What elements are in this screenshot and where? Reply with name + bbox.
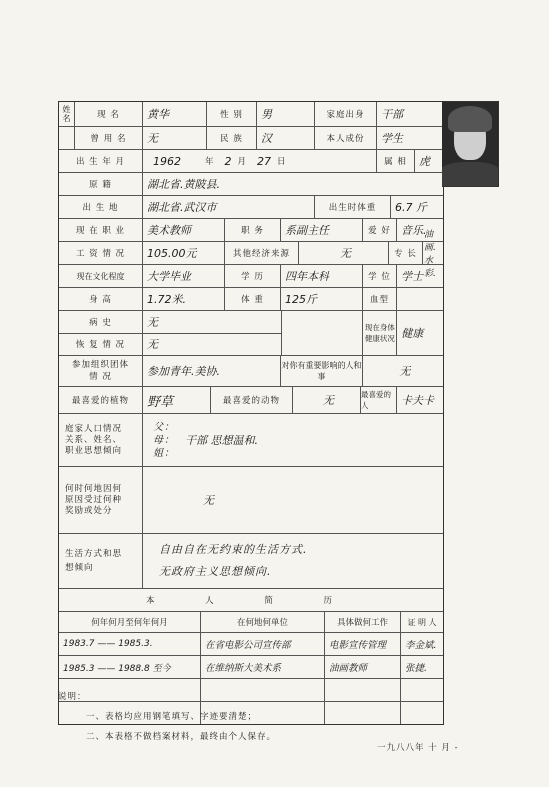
ethnicity-label: 民 族	[207, 127, 257, 149]
resume-period: 1985.3 —— 1988.8 至今	[59, 656, 201, 678]
organization-label	[59, 356, 143, 386]
native-place-label: 原 籍	[59, 173, 143, 195]
row-lifestyle	[59, 534, 443, 589]
person-value: 卡夫卡	[401, 394, 434, 407]
name-label: 现 名	[75, 102, 143, 126]
resume-header-work: 具体做何工作	[325, 612, 401, 632]
row-education	[59, 265, 443, 288]
photo-shoulders	[442, 162, 499, 187]
native-place-value: 湖北省.黄陂县.	[147, 178, 220, 191]
day-char: 日	[277, 157, 287, 167]
degree-study-value: 四年本科	[281, 265, 363, 287]
animal-label: 最喜爱的动物	[211, 387, 293, 413]
hobby-label: 爱 好	[363, 219, 397, 241]
degree-study-label: 学 历	[225, 265, 281, 287]
blood-type-value	[397, 288, 443, 310]
personal-status-label: 本人成份	[315, 127, 377, 149]
row-medical	[59, 311, 443, 356]
row-resume-title	[59, 589, 443, 612]
form-notes	[58, 687, 276, 747]
birth-weight-value: 6.7 斤	[395, 201, 427, 214]
resume-empty-cell	[401, 702, 443, 724]
family-value	[143, 414, 443, 466]
birth-date-value	[143, 150, 377, 172]
birthplace-value: 湖北省.武汉市	[143, 196, 315, 218]
resume-header-witness: 证 明 人	[407, 617, 437, 627]
salary-label: 工 资 情 况	[59, 242, 143, 264]
month-char: 月	[237, 157, 248, 167]
year-char: 年	[205, 157, 215, 167]
notes-item-2: 二、本表格不做档案材料，最终由个人保存。	[86, 732, 277, 742]
position-label: 职 务	[225, 219, 281, 241]
photo-hair	[448, 106, 492, 132]
zodiac-label: 属 相	[377, 150, 415, 172]
position-value: 系副主任	[281, 219, 363, 241]
row-height	[59, 288, 443, 311]
recovery-label: 恢 复 情 况	[59, 334, 143, 356]
degree-value: 学士	[401, 270, 423, 283]
organization-label-1: 参加组织团体	[71, 360, 129, 370]
row-awards	[59, 467, 443, 534]
family-label	[59, 414, 143, 466]
illness-label: 病 史	[59, 311, 143, 333]
influential-label: 对你有重要影响的人和事	[281, 356, 363, 386]
resume-header-place: 在何地何单位	[201, 612, 325, 632]
hobby-value: 音乐.	[401, 224, 427, 237]
family-origin-value: 干部	[381, 108, 403, 121]
row-favourites	[59, 387, 443, 414]
row-former-name	[59, 127, 443, 150]
row-birthplace	[59, 196, 443, 219]
education-level-value: 大学毕业	[143, 265, 225, 287]
weight-label: 体 重	[225, 288, 281, 310]
medical-left	[59, 311, 282, 355]
occupation-label: 现 在 职 业	[59, 219, 143, 241]
gender-label: 性 别	[207, 102, 257, 126]
lifestyle-value-1: 自由自在无约束的生活方式.	[159, 543, 308, 556]
resume-place: 在维纳斯大美术系	[201, 656, 325, 678]
row-resume-headers	[59, 612, 443, 633]
resume-row	[59, 656, 443, 679]
name-value: 黄华	[143, 102, 207, 126]
salary-value: 105.00元	[143, 242, 225, 264]
occupation-value: 美术教师	[143, 219, 225, 241]
awards-label-1: 何时何地因何	[65, 483, 123, 494]
former-name-label: 曾 用 名	[75, 127, 143, 149]
birth-date-label: 出 生 年 月	[59, 150, 143, 172]
family-value-mother: 母：	[153, 434, 175, 446]
birth-year: 1962	[153, 154, 181, 168]
birth-month: 2	[224, 154, 232, 168]
birthplace-label: 出 生 地	[59, 196, 143, 218]
resume-witness: 张捷.	[405, 663, 428, 674]
organization-label-2: 情 况	[89, 372, 112, 382]
row-family	[59, 414, 443, 467]
resume-row	[59, 633, 443, 656]
former-name-value: 无	[143, 127, 207, 149]
family-label-1: 庭家人口情况	[65, 423, 123, 434]
resume-place: 在省电影公司宣传部	[201, 633, 325, 655]
lifestyle-label	[59, 534, 143, 588]
row-organization	[59, 356, 443, 387]
name-group-label: 姓名	[62, 105, 71, 123]
other-income-value: 无	[299, 242, 389, 264]
family-label-2: 关系、姓名、	[65, 434, 123, 445]
family-label-3: 职业思想倾向	[65, 445, 123, 456]
lifestyle-value-2: 无政府主义思想倾向.	[159, 565, 272, 578]
row-occupation	[59, 219, 443, 242]
family-value-father: 父：	[153, 421, 175, 433]
lifestyle-value	[143, 534, 443, 588]
education-level-label: 现在文化程度	[59, 265, 143, 287]
family-origin-label: 家庭出身	[315, 102, 377, 126]
form-date: 一九八八年 十 月 -	[377, 743, 459, 753]
row-recovery	[59, 334, 281, 356]
name-group-spacer	[59, 127, 75, 149]
resume-witness: 李金斌.	[405, 640, 437, 651]
resume-empty-cell	[325, 679, 401, 701]
recovery-value: 无	[147, 338, 158, 352]
birth-weight-label: 出生时体重	[315, 196, 391, 218]
name-group-cell	[59, 102, 75, 126]
lifestyle-label-2: 想倾向	[65, 563, 94, 573]
family-value-sister: 姐：	[153, 447, 175, 459]
family-members	[153, 421, 175, 460]
specialty-label: 专 长	[389, 242, 423, 264]
degree-label: 学 位	[363, 265, 397, 287]
personal-status-value: 学生	[381, 132, 403, 145]
gender-value: 男	[257, 102, 315, 126]
row-illness	[59, 311, 281, 334]
resume-work: 电影宣传管理	[325, 633, 401, 655]
resume-empty-cell	[325, 702, 401, 724]
health-value: 健康	[401, 327, 424, 340]
medical-spacer	[282, 311, 363, 355]
resume-header-period: 何年何月至何年何月	[59, 612, 201, 632]
family-value-main: 干部 思想温和.	[185, 434, 258, 447]
notes-item-1: 一、表格均应用钢笔填写、字迹要清楚；	[86, 712, 258, 722]
blood-type-label: 血型	[363, 288, 397, 310]
plant-value: 野草	[143, 387, 211, 413]
personal-info-form	[58, 101, 444, 725]
illness-value: 无	[147, 315, 158, 329]
resume-period: 1983.7 —— 1985.3.	[59, 633, 201, 655]
weight-value: 125斤	[281, 288, 363, 310]
birth-day: 27	[257, 154, 272, 168]
organization-value: 参加青年.美协.	[143, 356, 281, 386]
influential-value: 无	[399, 365, 411, 378]
row-name	[59, 102, 443, 127]
animal-value: 无	[293, 387, 361, 413]
ethnicity-value: 汉	[257, 127, 315, 149]
specialty-value: 油画.水彩.	[424, 230, 436, 279]
portrait-photo	[442, 101, 499, 187]
awards-value: 无	[203, 494, 214, 507]
awards-label	[59, 467, 143, 533]
notes-title: 说明：	[58, 692, 87, 702]
person-label: 最喜爱的人	[361, 387, 397, 413]
health-label: 现在身体健康状况	[363, 311, 397, 355]
height-label: 身 高	[59, 288, 143, 310]
other-income-label: 其他经济来源	[225, 242, 299, 264]
lifestyle-label-1: 生活方式和思	[65, 549, 123, 559]
resume-work: 油画教师	[325, 656, 401, 678]
plant-label: 最喜爱的植物	[59, 387, 143, 413]
resume-empty-cell	[401, 679, 443, 701]
awards-label-3: 奖励或处分	[65, 505, 113, 516]
row-birth-date	[59, 150, 443, 173]
row-native-place	[59, 173, 443, 196]
resume-title: 本 人 简 历	[145, 596, 357, 606]
awards-label-2: 原因受过何种	[65, 494, 123, 505]
height-value: 1.72米.	[143, 288, 225, 310]
zodiac-value: 虎	[419, 155, 430, 168]
